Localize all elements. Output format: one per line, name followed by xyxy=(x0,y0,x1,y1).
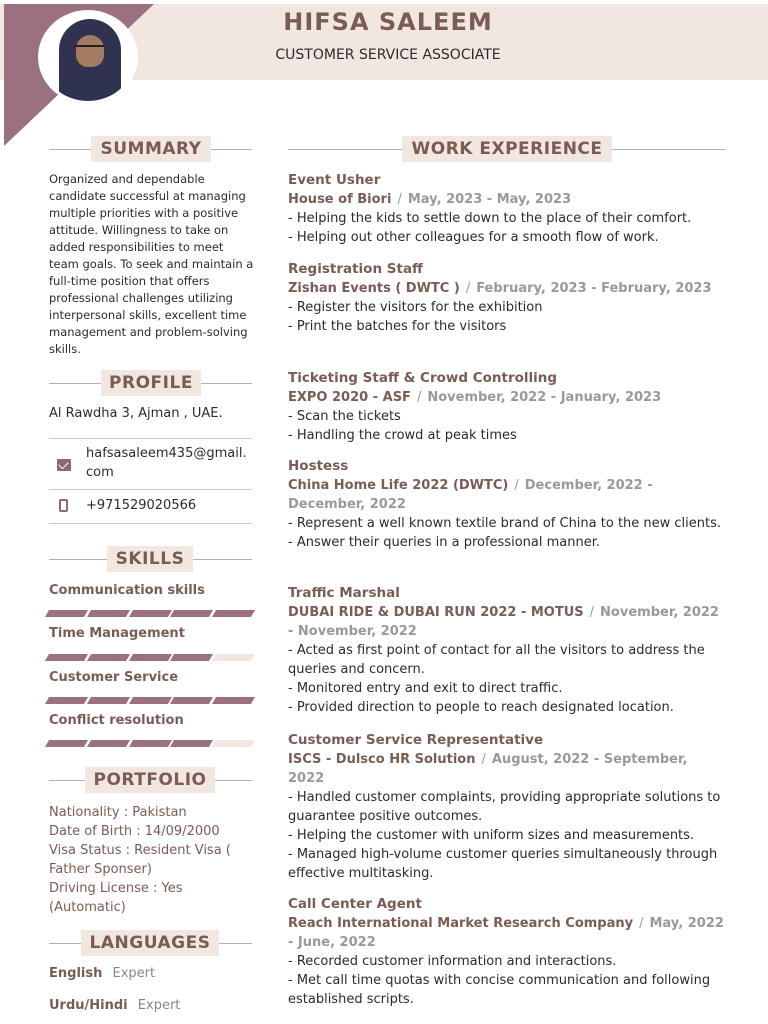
work-heading xyxy=(288,136,726,162)
language-name: English xyxy=(49,966,103,981)
job-bullet: - Helping the customer with uniform sizes and measurements. xyxy=(288,828,695,843)
job-separator: / xyxy=(465,281,471,296)
skill-bar xyxy=(47,740,253,747)
skill-bar xyxy=(47,654,253,661)
job-role: Event Usher xyxy=(288,172,381,188)
email-line-2: com xyxy=(86,465,114,480)
job-bullet: - Handling the crowd at peak times xyxy=(288,428,517,443)
heading-rule xyxy=(219,943,252,944)
heading-rule xyxy=(211,149,252,150)
summary-text: Organized and dependable candidate successful at managing multiple priorities with a positive attitude. Willingness to take on added responsibilities to meet team goals. To seek and maintain a full-time position that offers professional challenges utilizing interpersonal skills, excellent time management and problem-solving skills. xyxy=(49,172,254,356)
job-separator: / xyxy=(514,478,519,493)
job-bullet: - Helping the kids to settle down to the place of their comfort. xyxy=(288,211,692,226)
job-entry xyxy=(288,457,728,552)
phone-icon xyxy=(59,499,68,512)
skill-name: Conflict resolution xyxy=(49,713,184,728)
job-separator: / xyxy=(639,916,644,931)
job-bullet: - Register the visitors for the exhibition xyxy=(288,300,543,315)
job-bullet: - Provided direction to people to reach designated location. xyxy=(288,700,674,715)
job-dates: November, 2022 - January, 2023 xyxy=(427,390,662,405)
job-role: Registration Staff xyxy=(288,261,423,277)
job-meta xyxy=(288,914,728,952)
summary-heading-label: SUMMARY xyxy=(91,136,211,162)
job-role: Hostess xyxy=(288,458,349,474)
job-company: DUBAI RIDE & DUBAI RUN 2022 - MOTUS xyxy=(288,605,584,620)
email-row[interactable] xyxy=(49,438,252,490)
heading-rule xyxy=(49,559,107,560)
skills-heading xyxy=(49,546,252,572)
heading-rule xyxy=(49,149,91,150)
job-bullet: - Answer their queries in a professional manner. xyxy=(288,535,600,550)
job-company: Zishan Events ( DWTC ) xyxy=(288,281,460,296)
job-bullet: - Acted as first point of contact for all the visitors to address the queries and concern. xyxy=(288,643,705,677)
skill-bar-segment xyxy=(45,654,88,661)
job-meta xyxy=(288,476,728,514)
job-entry xyxy=(288,895,728,1009)
skill-bar-segment xyxy=(170,740,213,747)
job-separator: / xyxy=(397,192,402,207)
skill-name: Customer Service xyxy=(49,670,179,685)
portfolio-details xyxy=(49,803,255,917)
portfolio-line: Date of Birth : 14/09/2000 xyxy=(49,824,220,839)
heading-rule xyxy=(288,149,402,150)
job-dates: August, 2022 - September, 2022 xyxy=(288,752,688,786)
job-dates: November, 2022 - November, 2022 xyxy=(288,605,719,639)
heading-rule xyxy=(201,383,252,384)
skill-bar-segment xyxy=(212,610,255,617)
job-company: China Home Life 2022 (DWTC) xyxy=(288,478,509,493)
portfolio-heading-label: PORTFOLIO xyxy=(85,767,215,793)
address: Al Rawdha 3, Ajman , UAE. xyxy=(49,406,223,421)
languages-heading-label: LANGUAGES xyxy=(81,930,219,956)
phone-text[interactable]: +971529020566 xyxy=(86,498,197,513)
skill-bar-segment xyxy=(129,740,172,747)
email-text[interactable] xyxy=(86,444,247,482)
candidate-title: CUSTOMER SERVICE ASSOCIATE xyxy=(275,47,501,63)
heading-rule xyxy=(193,559,252,560)
job-entry xyxy=(288,260,728,336)
heading-rule xyxy=(49,383,101,384)
skill-bar-segment xyxy=(129,610,172,617)
job-company: House of Biori xyxy=(288,192,392,207)
skill-name: Time Management xyxy=(49,626,185,641)
skill-bar xyxy=(47,610,253,617)
skill-bar-segment xyxy=(212,697,255,704)
job-entry xyxy=(288,369,728,445)
job-bullet: - Monitored entry and exit to direct traffic. xyxy=(288,681,563,696)
job-bullet: - Handled customer complaints, providing appropriate solutions to guarantee positive outcomes. xyxy=(288,790,721,824)
portfolio-line: Visa Status : Resident Visa ( xyxy=(49,843,231,858)
job-meta xyxy=(288,603,728,641)
job-bullet: - Met call time quotas with concise communication and following established scripts. xyxy=(288,973,711,1007)
skill-bar-segment xyxy=(212,654,255,661)
job-dates: December, 2022 - December, 2022 xyxy=(288,478,653,512)
languages-heading xyxy=(49,930,252,956)
skill-bar-segment xyxy=(129,697,172,704)
skill-bar-segment xyxy=(170,697,213,704)
heading-rule xyxy=(49,780,85,781)
job-role: Call Center Agent xyxy=(288,896,422,912)
job-role: Ticketing Staff & Crowd Controlling xyxy=(288,370,558,386)
profile-heading xyxy=(49,370,252,396)
job-meta xyxy=(288,750,728,788)
phone-row[interactable] xyxy=(49,490,252,524)
job-bullet: - Represent a well known textile brand of China to the new clients. xyxy=(288,516,722,531)
profile-heading-label: PROFILE xyxy=(101,370,201,396)
language-level: Expert xyxy=(112,966,156,981)
job-dates: May, 2022 - June, 2022 xyxy=(288,916,724,950)
job-separator: / xyxy=(416,390,422,405)
job-meta xyxy=(288,388,728,407)
job-entry xyxy=(288,171,728,247)
language-row xyxy=(49,998,180,1013)
heading-rule xyxy=(215,780,252,781)
job-role: Traffic Marshal xyxy=(288,585,400,601)
skills-heading-label: SKILLS xyxy=(107,546,193,572)
skill-bar-segment xyxy=(212,740,255,747)
portfolio-line: Father Sponser) xyxy=(49,862,152,877)
skill-bar-segment xyxy=(87,697,130,704)
portfolio-line: Nationality : Pakistan xyxy=(49,805,187,820)
skill-name: Communication skills xyxy=(49,583,205,598)
skill-bar-segment xyxy=(45,740,88,747)
heading-rule xyxy=(49,943,81,944)
job-dates: May, 2023 - May, 2023 xyxy=(407,192,572,207)
summary-heading xyxy=(49,136,252,162)
skill-bar-segment xyxy=(87,654,130,661)
skill-bar-segment xyxy=(87,740,130,747)
language-row xyxy=(49,966,155,981)
job-bullet: - Print the batches for the visitors xyxy=(288,319,507,334)
candidate-name: HIFSA SALEEM xyxy=(283,8,493,36)
language-level: Expert xyxy=(137,998,181,1013)
job-company: ISCS - Dulsco HR Solution xyxy=(288,752,476,767)
job-separator: / xyxy=(481,752,486,767)
portfolio-line: (Automatic) xyxy=(49,900,126,915)
job-entry xyxy=(288,731,728,883)
skill-bar-segment xyxy=(45,610,88,617)
skill-bar-segment xyxy=(87,610,130,617)
portfolio-heading xyxy=(49,767,252,793)
job-bullet: - Scan the tickets xyxy=(288,409,401,424)
job-entry xyxy=(288,584,728,717)
skill-bar xyxy=(47,697,253,704)
job-separator: / xyxy=(589,605,595,620)
job-company: EXPO 2020 - ASF xyxy=(288,390,411,405)
language-name: Urdu/Hindi xyxy=(49,998,128,1013)
heading-rule xyxy=(612,149,726,150)
job-bullet: - Helping out other colleagues for a smooth flow of work. xyxy=(288,230,659,245)
job-company: Reach International Market Research Company xyxy=(288,916,634,931)
job-dates: February, 2023 - February, 2023 xyxy=(476,281,712,296)
skill-bar-segment xyxy=(129,654,172,661)
job-meta xyxy=(288,190,728,209)
work-heading-label: WORK EXPERIENCE xyxy=(402,136,612,162)
skill-bar-segment xyxy=(170,654,213,661)
job-meta xyxy=(288,279,728,298)
skill-bar-segment xyxy=(45,697,88,704)
skill-bar-segment xyxy=(170,610,213,617)
mail-icon xyxy=(57,459,71,471)
email-line-1: hafsasaleem435@gmail. xyxy=(86,446,247,461)
job-bullet: - Managed high-volume customer queries simultaneously through effective multitasking. xyxy=(288,847,718,881)
job-bullet: - Recorded customer information and interactions. xyxy=(288,954,617,969)
portfolio-line: Driving License : Yes xyxy=(49,881,183,896)
job-role: Customer Service Representative xyxy=(288,732,544,748)
